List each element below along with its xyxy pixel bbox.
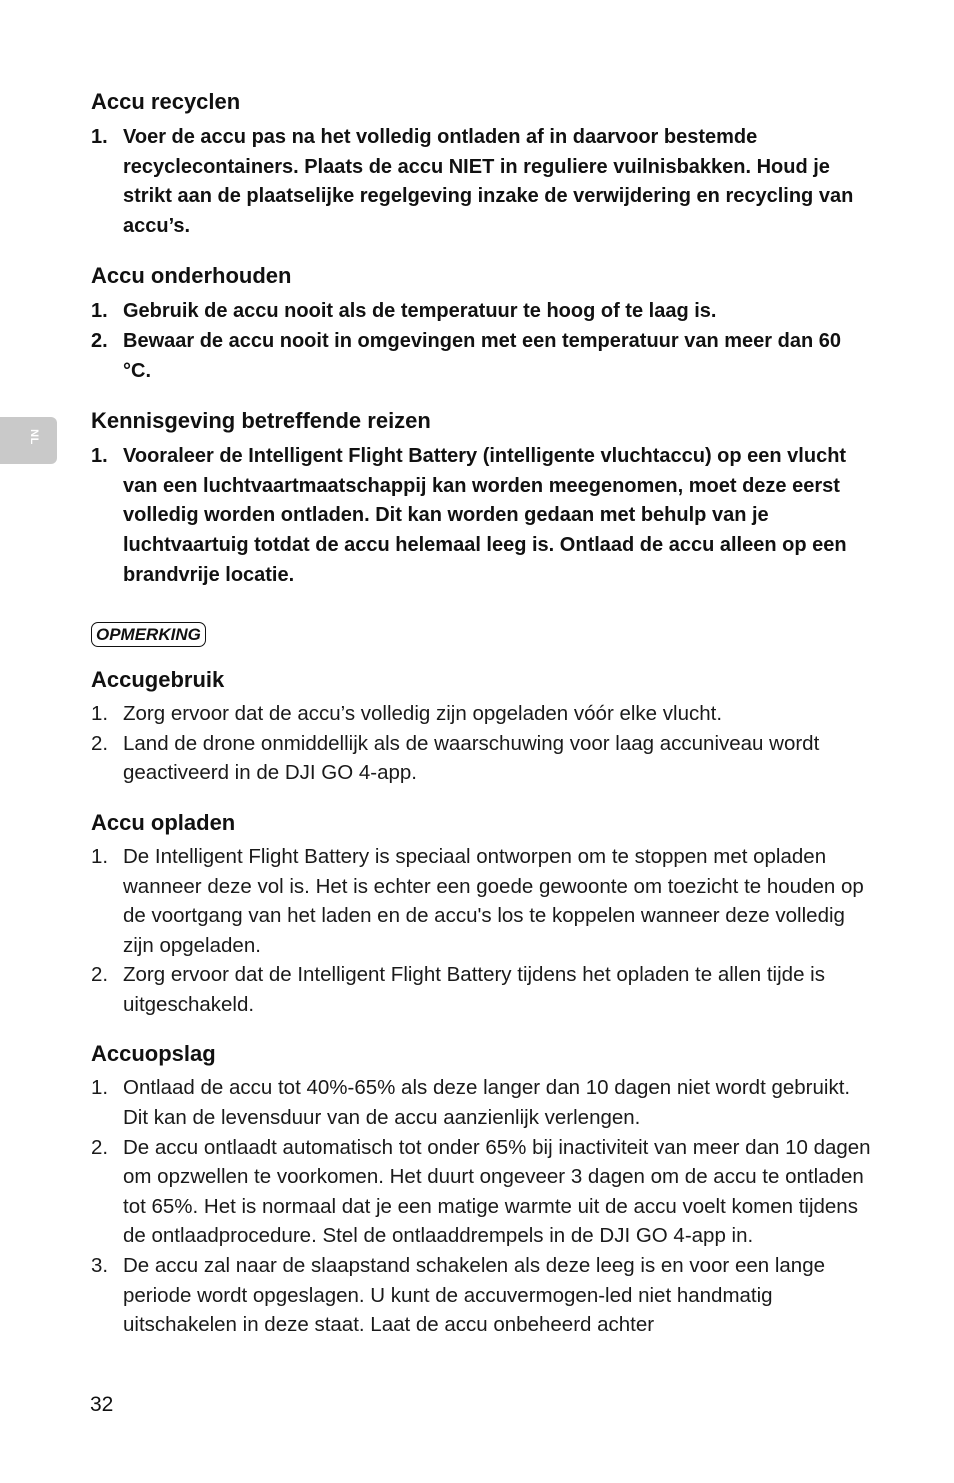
section-heading: Accugebruik [91, 667, 225, 693]
numbered-list [91, 842, 871, 1020]
list-item [91, 297, 871, 327]
numbered-list [91, 1073, 871, 1339]
section-heading: Accu opladen [91, 809, 236, 835]
list-item [91, 1073, 871, 1132]
item-number: 3. [91, 1254, 109, 1278]
item-text: De accu zal naar de slaapstand schakelen als deze leeg is en voor een lange periode wordt opgeslagen. U kunt de accuvermogen-led niet handmatig uitschakelen in deze staat. Laat de accu onbeheerd achter [123, 1254, 826, 1337]
list-item [91, 699, 871, 729]
list-item [91, 1251, 871, 1340]
item-number: 1. [91, 844, 109, 868]
item-number: 1. [91, 1076, 109, 1100]
list-item [91, 960, 871, 1019]
language-tab-label: NL [27, 429, 40, 445]
numbered-list [91, 297, 871, 386]
item-text: Vooraleer de Intelligent Flight Battery (intelligente vluchtaccu) op een vlucht van een luchtvaartmaatschappij kan worden meegenomen, moet deze eerst volledig worden ontladen. Dit kan worden gedaan met behulp van je luchtvaartuig totdat de accu helemaal leeg is. Ontlaad de accu alleen op een brandvrije locatie. [123, 445, 847, 586]
item-number: 1. [91, 445, 108, 468]
section-accu-recyclen [91, 87, 871, 241]
item-number: 2. [91, 731, 109, 755]
item-text: Zorg ervoor dat de accu’s volledig zijn opgeladen vóór elke vlucht. [123, 702, 723, 726]
item-text: Land de drone onmiddellijk als de waarschuwing voor laag accuniveau wordt geactiveerd in de DJI GO 4-app. [123, 731, 820, 785]
section-accu-onderhouden [91, 261, 871, 386]
section-accugebruik [91, 665, 871, 788]
item-number: 2. [91, 963, 109, 987]
list-item [91, 1133, 871, 1251]
list-item [91, 729, 871, 788]
section-heading: Accuopslag [91, 1041, 216, 1067]
page-number: 32 [90, 1393, 114, 1416]
item-text: Ontlaad de accu tot 40%-65% als deze langer dan 10 dagen niet wordt gebruikt. Dit kan de levensduur van de accu aanzienlijk verlengen. [123, 1076, 851, 1130]
item-text: Zorg ervoor dat de Intelligent Flight Battery tijdens het opladen te allen tijde is uitgeschakeld. [123, 963, 825, 1016]
list-item [91, 123, 871, 241]
list-item [91, 327, 871, 386]
numbered-list [91, 699, 871, 788]
item-text: De accu ontlaadt automatisch tot onder 65% bij inactiviteit van meer dan 10 dagen om opzwellen te voorkomen. Het duurt ongeveer 3 dagen om de accu te ontladen tot 65%. Het is normaal dat je een matige warmte uit de accu voelt komen tijdens de ontlaadprocedure. Stel de ontlaaddrempels in de DJI GO 4-app in. [123, 1135, 871, 1248]
item-text: De Intelligent Flight Battery is speciaal ontworpen om te stoppen met opladen wanneer deze vol is. Het is echter een goede gewoonte om toezicht te houden op de voortgang van het laden en de accu's los te koppelen wanneer deze volledig zijn opgeladen. [123, 844, 864, 957]
section-heading: Accu onderhouden [91, 263, 292, 289]
language-tab [0, 417, 57, 464]
item-text: Voer de accu pas na het volledig ontladen af in daarvoor bestemde recyclecontainers. Plaats de accu NIET in reguliere vuilnisbakken. Houd je strikt aan de plaatselijke regelgeving inzake de verwijdering en recycling van accu’s. [123, 126, 854, 237]
section-kennisgeving-reizen [91, 406, 871, 590]
note-badge: OPMERKING [91, 622, 206, 647]
section-accu-opladen [91, 808, 871, 1020]
item-text: Gebruik de accu nooit als de temperatuur te hoog of te laag is. [123, 300, 717, 323]
list-item [91, 842, 871, 960]
note-badge-row [91, 622, 871, 647]
item-number: 1. [91, 300, 108, 323]
item-number: 2. [91, 1135, 109, 1159]
list-item [91, 442, 871, 590]
numbered-list [91, 442, 871, 590]
page-content [91, 87, 871, 1340]
section-accuopslag [91, 1039, 871, 1339]
section-heading: Accu recyclen [91, 89, 241, 114]
item-number: 1. [91, 702, 109, 726]
item-number: 1. [91, 126, 108, 148]
item-text: Bewaar de accu nooit in omgevingen met een temperatuur van meer dan 60 °C. [123, 329, 841, 382]
item-number: 2. [91, 329, 108, 352]
section-heading: Kennisgeving betreffende reizen [91, 408, 431, 434]
numbered-list [91, 123, 871, 241]
